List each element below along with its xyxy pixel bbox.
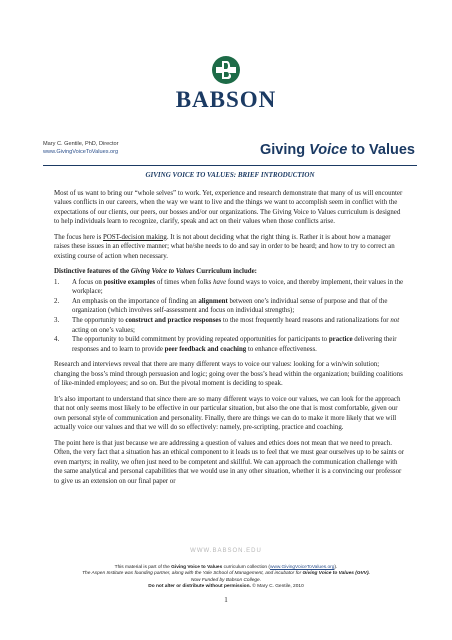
list-item	[54, 297, 406, 316]
text-run-bold-italic: Giving Voice to Values	[130, 267, 195, 275]
babson-wordmark: BABSON	[175, 87, 277, 112]
text-run-italic: have	[213, 278, 227, 286]
author-name: Mary C. Gentile, PhD, Director	[43, 141, 119, 147]
text-run-bold: practice	[328, 336, 353, 344]
program-title-part1: Giving	[259, 142, 306, 158]
footer-line-2	[40, 571, 412, 577]
text-run-bold: alignment	[198, 297, 228, 305]
list-number: 1.	[54, 278, 60, 286]
text-run-bold: Do not alter or distribute without permission.	[148, 584, 251, 590]
text-run-underline: POST-decision making	[102, 233, 167, 241]
text-run: delivering their responses and to learn to provide	[72, 336, 397, 353]
text-run: . Rather it is about how a manager raises these issues in an effective manner; what he/she needs to do and say in order to be heard; and how to try to correct an existing course of action when necessary.	[54, 233, 395, 260]
program-title-part2: Voice	[309, 142, 348, 158]
list-item	[54, 278, 406, 297]
author-block	[43, 140, 119, 156]
babson-logo	[0, 55, 452, 113]
features-heading	[54, 267, 406, 277]
header-rule	[43, 165, 417, 166]
babson-shield-icon	[211, 55, 241, 85]
list-number: 4.	[54, 336, 60, 344]
features-list	[54, 278, 406, 355]
footer-line-4	[40, 584, 412, 590]
paragraph-point: The point here is that just because we are addressing a question of values and ethics does not mean that we need to preach. Often, the very fact that a situation has an ethical component to it leads us to feel that we must gear ourselves up to be saints or even martyrs; in reality, we often just need to be competent and skillful. We can approach the communication challenge with the same analytical and personal capabilities that we would use in any other situation, whether it is a convincing our professor to give us an extension on our final paper or	[54, 439, 404, 485]
paragraph-research: Research and interviews reveal that there are many different ways to voice our values: looking for a win/win solution; changing the boss’s mind through persuasion and logic; going over the boss’s head within the organization; building coalitions of like-minded employees; and so on. But the pivotal moment is deciding to speak.	[54, 361, 403, 388]
author-url[interactable]: www.GivingVoiceToValues.org	[43, 149, 119, 155]
paragraph-intro: Most of us want to bring our “whole selves” to work. Yet, experience and research demonstrate that many of us will encounter values conflicts in our careers, when the way we want to live and the things we want to accomplish seem in conflict with the expectations of our clients, our peers, our bosses and/or our organizations. The Giving Voice to Values curriculum is designed to help individuals learn to recognize, clarify, speak and act on their values when those conflicts arise.	[54, 189, 403, 226]
footer-link[interactable]: www.GivingVoiceToValues.org	[269, 565, 335, 570]
text-run: curriculum collection (	[222, 565, 270, 570]
document-title	[54, 171, 406, 181]
text-run-bold: peer feedback and coaching	[164, 345, 247, 353]
page-number: 1	[224, 596, 228, 604]
watermark: WWW.BABSON.EDU	[190, 548, 262, 554]
text-run: The opportunity to	[72, 316, 126, 324]
document-title-rest: : BRIEF INTRODUCTION	[233, 171, 315, 179]
list-item	[54, 316, 406, 335]
list-number: 3.	[54, 316, 60, 324]
text-run: . It is not about deciding what the right thing	[166, 233, 292, 241]
text-run: of times when folks	[155, 278, 214, 286]
text-run: to the most frequently heard reasons and rationalizations for	[221, 316, 391, 324]
text-run: © Mary C. Gentile, 2010	[250, 584, 304, 590]
text-run: between one’s individual sense of purpose and that of the organization (which involves self-assessment and focus on individual strengths);	[72, 297, 388, 315]
text-run-bold: Giving Voice to Values (GVV).	[302, 571, 370, 577]
text-run: ).	[334, 565, 338, 570]
text-run: Curriculum include:	[194, 267, 257, 275]
list-number: 2.	[54, 297, 60, 305]
document-body	[54, 170, 406, 492]
footer-line-3: Now Funded by Babson College.	[190, 577, 262, 583]
paragraph-approach: It’s also important to understand that since there are so many different ways to voice our values, we can look for the approach that not only seems most likely to be effective in our particular situation, but also the one that is most comfortable, given our own personal style of communication and personality. Finally, there are things we can do to make it more likely that we will actually voice our values and that we will do so effectively: namely, pre-scripting, practice and coaching.	[54, 395, 401, 432]
text-run: The Aspen Institute was founding partner, along with the Yale School of Management, and incubator for	[82, 571, 303, 577]
text-run: A focus on	[72, 278, 104, 286]
text-run: Distinctive features of the	[54, 267, 131, 275]
text-run-italic: is	[291, 233, 297, 241]
list-item	[54, 335, 406, 354]
paragraph-focus	[54, 233, 406, 262]
text-run: An emphasis on the importance of finding an	[72, 297, 199, 305]
document-header	[43, 140, 415, 164]
program-title	[260, 142, 415, 158]
footer	[40, 565, 412, 591]
text-run-bold: positive examples	[103, 278, 156, 286]
text-run-bold: Giving Voice to Values	[171, 565, 223, 570]
text-run: The opportunity to build commitment by providing repeated opportunities for participants to	[72, 336, 329, 344]
text-run: The focus here is	[54, 233, 103, 241]
program-title-part3: to Values	[351, 142, 415, 158]
document-title-italic: GIVING VOICE TO VALUES	[145, 171, 234, 179]
text-run: found ways to voice, and thereby implement, their values in the workplace;	[72, 278, 404, 296]
text-run: acting on one’s values;	[72, 326, 135, 334]
text-run: to enhance effectiveness.	[246, 345, 317, 353]
text-run-bold: construct and practice responses	[125, 316, 222, 324]
text-run-italic: not	[390, 316, 400, 324]
text-run: This material is part of the	[114, 565, 172, 570]
